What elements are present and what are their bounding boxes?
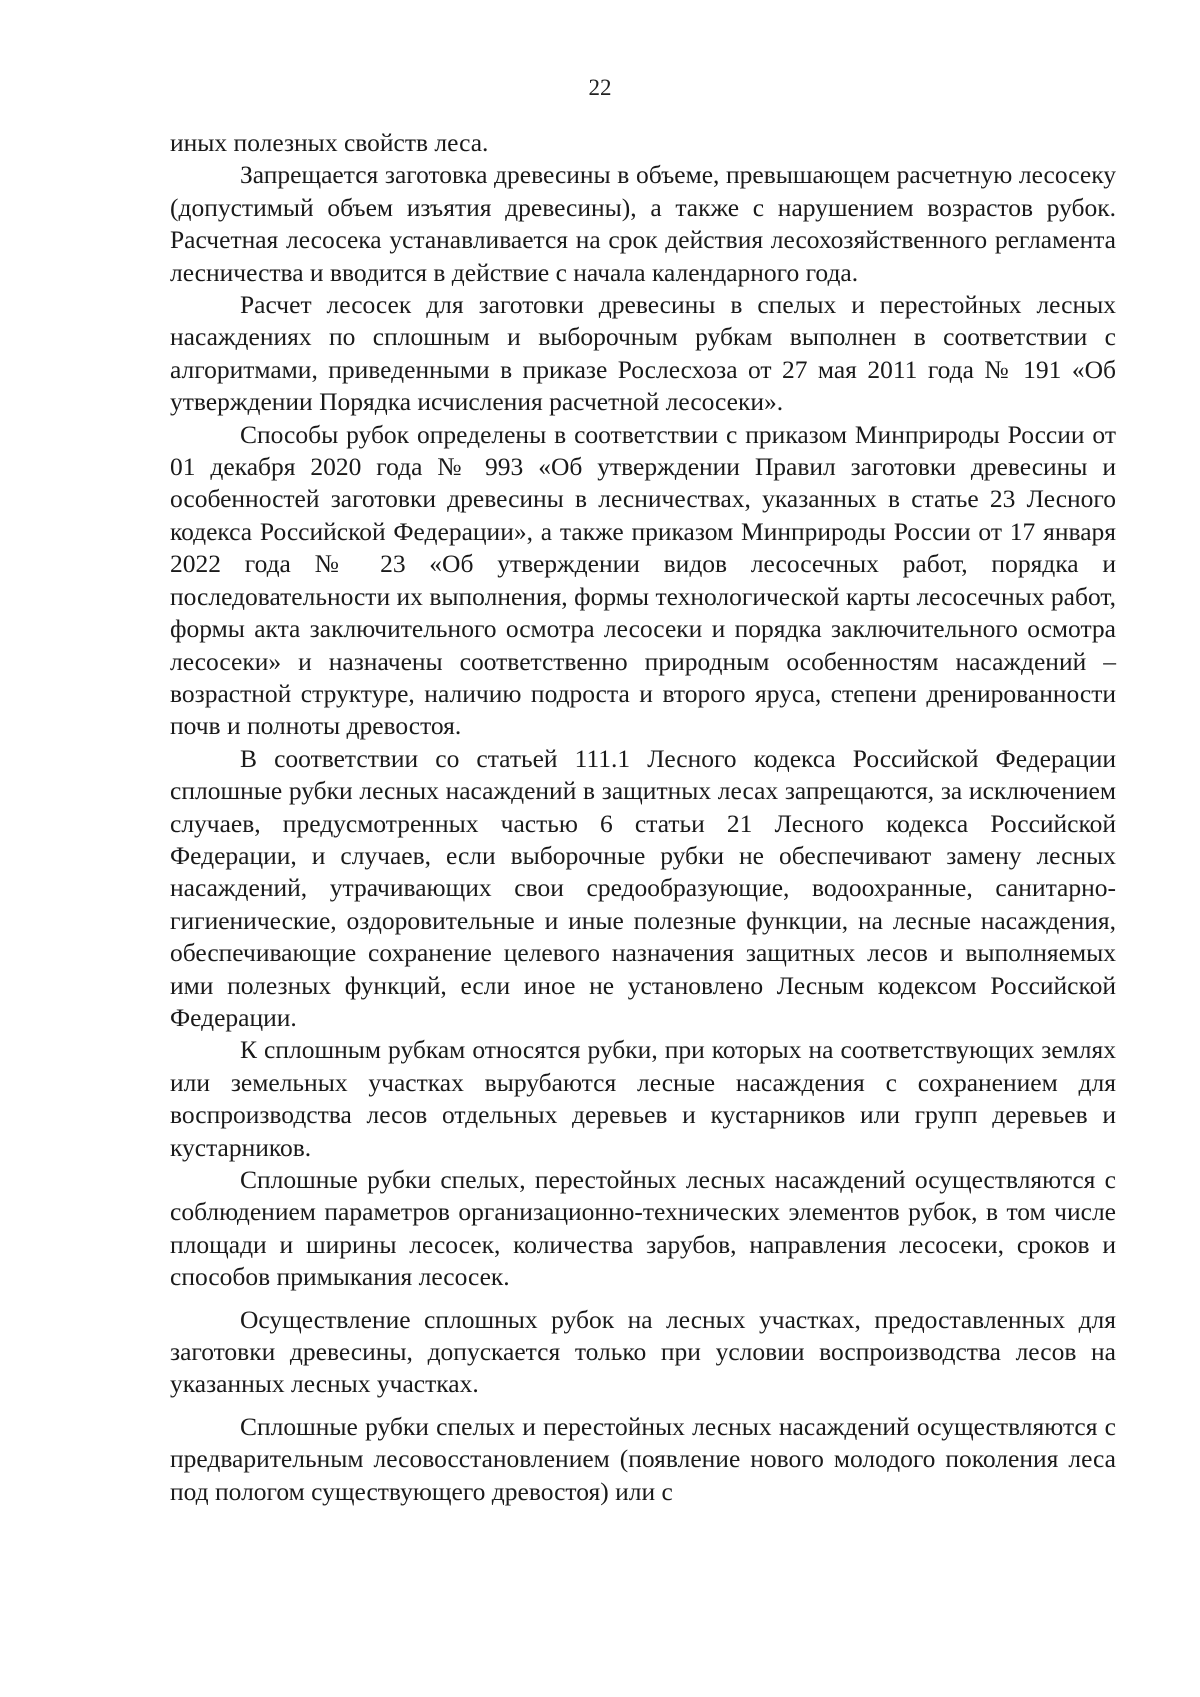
paragraph-article-111: В соответствии со статьей 111.1 Лесного кодекса Российской Федерации сплошные рубки лесных насаждений в защитных лесах запрещаются, за исключением случаев, предусмотренных частью 6 статьи 21 Лесного кодекса Российской Федерации, и случаев, если выборочные рубки не обеспечивают замену лесных насаждений, утрачивающих свои средообразующие, водоохранные, санитарно-гигиенические, оздоровительные и иные полезные функции, на лесные насаждения, обеспечивающие сохранение целевого назначения защитных лесов и выполняемых ими полезных функций, если иное не установлено Лесным кодексом Российской Федерации. (170, 743, 1116, 1032)
paragraph-reforestation-condition: Осуществление сплошных рубок на лесных участках, предоставленных для заготовки древесины, допускается только при условии воспроизводства лесов на указанных лесных участках. (170, 1304, 1116, 1399)
paragraph-calculation: Расчет лесосек для заготовки древесины в спелых и перестойных лесных насаждениях по сплошным и выборочным рубкам выполнен в соответствии с алгоритмами, приведенными в приказе Рослесхоза от 27 мая 2011 года № 191 «Об утверждении Порядка исчисления расчетной лесосеки». (170, 290, 1116, 417)
paragraph-felling-methods: Способы рубок определены в соответствии с приказом Минприроды России от 01 декабря 2020 года № 993 «Об утверждении Правил заготовки древесины и особенностей заготовки древесины в лесничествах, указанных в статье 23 Лесного кодекса Российской Федерации», а также приказом Минприроды России от 17 января 2022 года № 23 «Об утверждении видов лесосечных работ, порядка и последовательности их выполнения, формы технологической карты лесосечных работ, формы акта заключительного осмотра лесосеки и порядка заключительного осмотра лесосеки» и назначены соответственно природным особенностям насаждений – возрастной структуре, наличию подроста и второго яруса, степени дренированности почв и полноты древостоя. (170, 419, 1116, 741)
page-number: 22 (588, 75, 612, 100)
paragraph-clear-cut-definition: К сплошным рубкам относятся рубки, при которых на соответствующих землях или земельных участках вырубаются лесные насаждения с сохранением для воспроизводства лесов отдельных деревьев и кустарников или групп деревьев и кустарников. (170, 1035, 1116, 1162)
paragraph-continuation: иных полезных свойств леса. (170, 128, 489, 157)
document-body (170, 127, 1116, 1508)
paragraph-preliminary-reforestation: Сплошные рубки спелых и перестойных лесных насаждений осуществляются с предварительным лесовосстановлением (появление нового молодого поколения леса под пологом существующего древостоя) или с (170, 1411, 1116, 1506)
paragraph-harvest-limit: Запрещается заготовка древесины в объеме, превышающем расчетную лесосеку (допустимый объем изъятия древесины), а также с нарушением возрастов рубок. Расчетная лесосека устанавливается на срок действия лесохозяйственного регламента лесничества и вводится в действие с начала календарного года. (170, 160, 1116, 287)
paragraph-clear-cut-parameters: Сплошные рубки спелых, перестойных лесных насаждений осуществляются с соблюдением параметров организационно-технических элементов рубок, в том числе площади и ширины лесосек, количества зарубов, направления лесосеки, сроков и способов примыкания лесосек. (170, 1165, 1116, 1292)
